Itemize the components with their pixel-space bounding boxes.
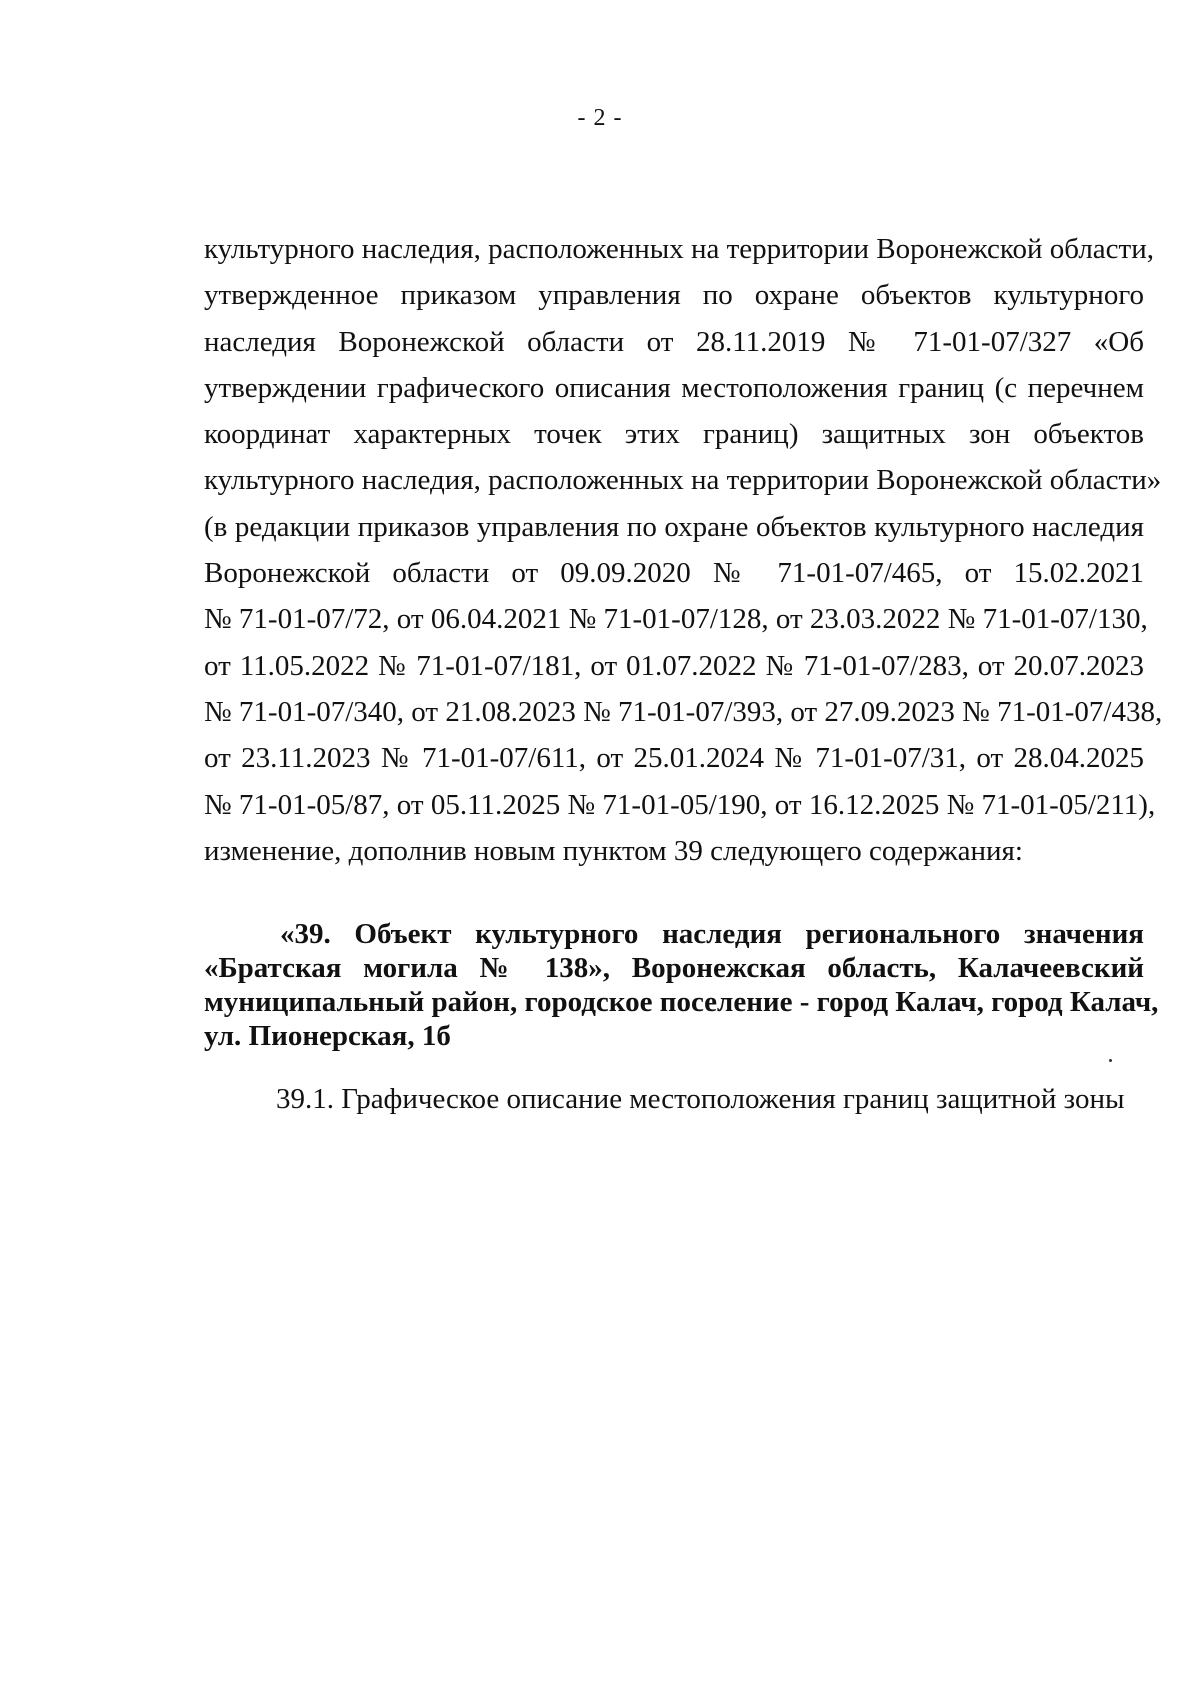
paragraph-line: утверждении графического описания местоположения границ (с перечнем [204,371,1144,404]
paragraph-line: от 23.11.2023 № 71-01-07/611, от 25.01.2024 № 71-01-07/31, от 28.04.2025 [204,742,1144,775]
paragraph-line: (в редакции приказов управления по охране объектов культурного наследия [204,510,1144,543]
paragraph-line: наследия Воронежской области от 28.11.2019 № 71-01-07/327 «Об [204,325,1144,358]
paragraph-line: культурного наследия, расположенных на территории Воронежской области, [204,233,1154,265]
heading-line: «Братская могила № 138», Воронежская область, Калачеевский [204,952,1144,984]
paragraph-line: № 71-01-07/340, от 21.08.2023 № 71-01-07/393, от 27.09.2023 № 71-01-07/438, [204,695,1163,728]
heading-line: «39. Объект культурного наследия регионального значения [280,918,1144,950]
paragraph-line: Воронежской области от 09.09.2020 № 71-01-07/465, от 15.02.2021 [204,557,1144,590]
body-paragraph [204,226,1163,874]
paragraph-line: изменение, дополнив новым пунктом 39 следующего содержания: [204,834,1023,867]
heading-line: муниципальный район, городское поселение - город Калач, город Калач, [204,986,1159,1018]
item-39-heading [204,917,1159,1053]
paragraph-line: координат характерных точек этих границ) защитных зон объектов [204,418,1144,451]
paragraph-line: № 71-01-05/87, от 05.11.2025 № 71-01-05/190, от 16.12.2025 № 71-01-05/211), [204,788,1156,821]
paragraph-line: культурного наследия, расположенных на территории Воронежской области» [204,464,1162,497]
page-number: - 2 - [577,105,623,131]
paragraph-line: № 71-01-07/72, от 06.04.2021 № 71-01-07/128, от 23.03.2022 № 71-01-07/130, [204,603,1148,636]
paragraph-line: от 11.05.2022 № 71-01-07/181, от 01.07.2022 № 71-01-07/283, от 20.07.2023 [204,649,1144,682]
scan-speck [1109,1059,1112,1062]
paragraph-line: утвержденное приказом управления по охране объектов культурного [204,279,1144,312]
heading-line: ул. Пионерская, 1б [204,1020,451,1052]
subitem-39-1: 39.1. Графическое описание местоположения границ защитной зоны [276,1083,1125,1115]
